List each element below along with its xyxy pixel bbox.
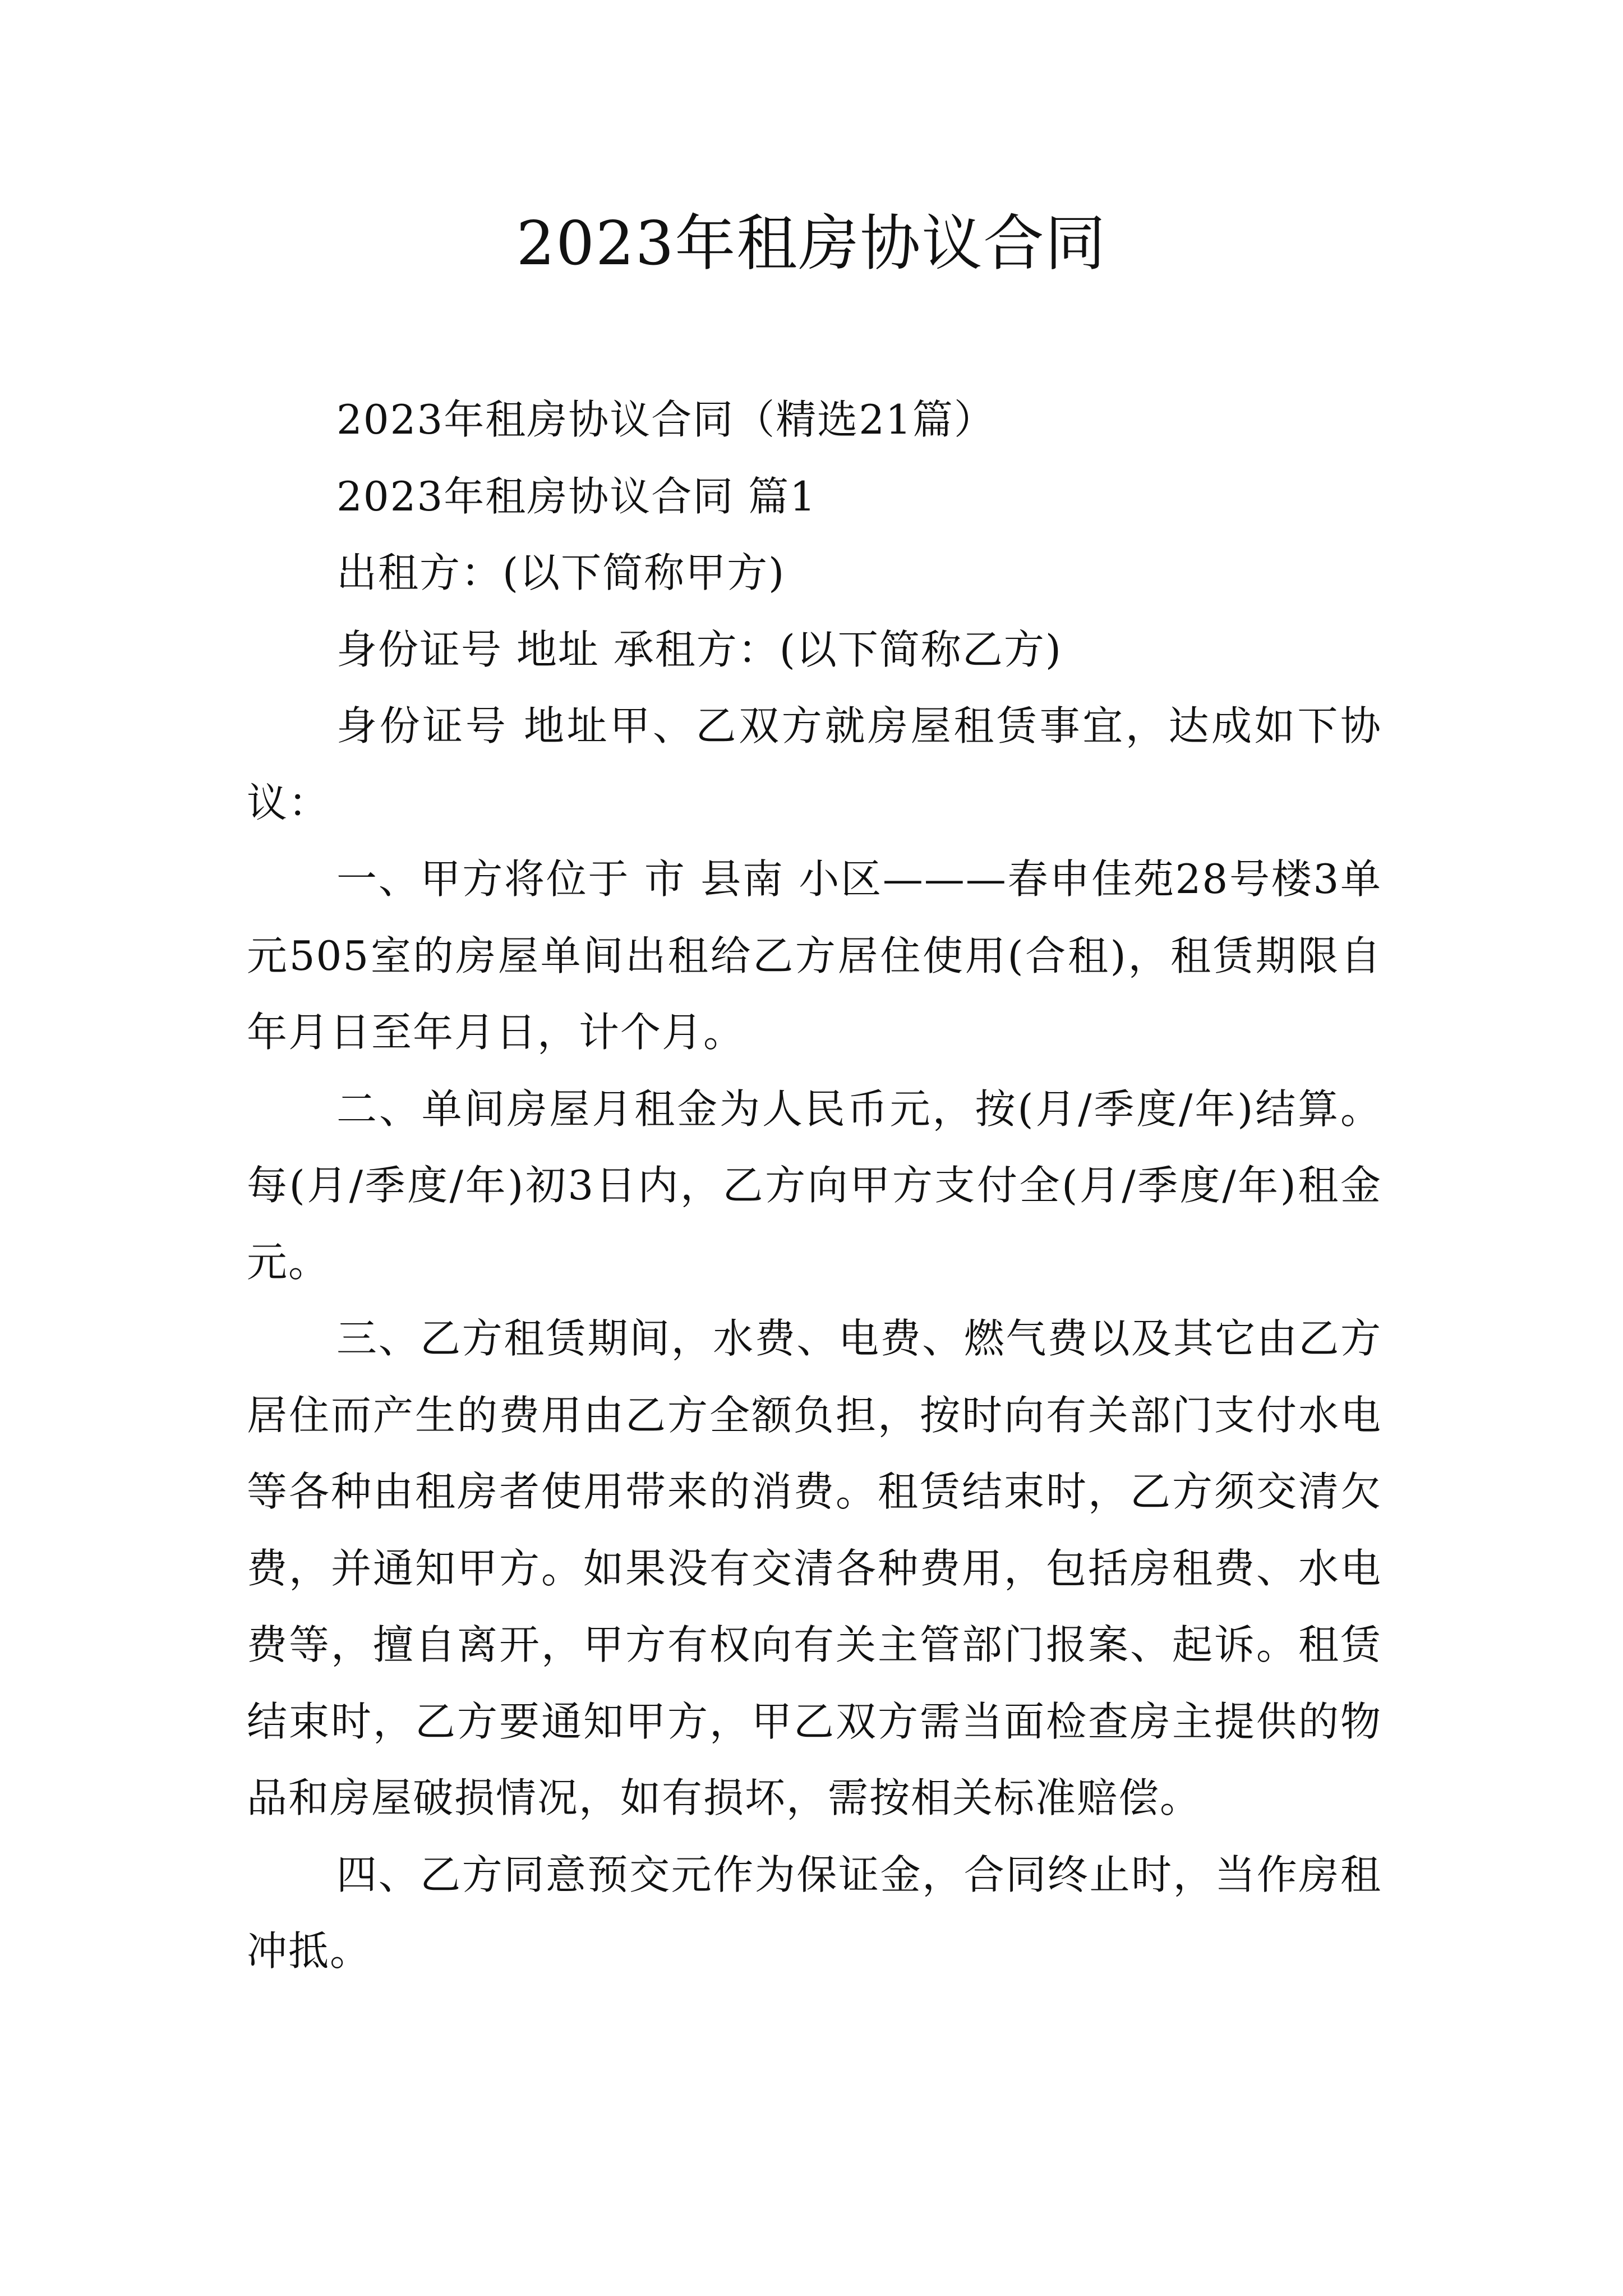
paragraph-subtitle: 2023年租房协议合同（精选21篇） (336, 396, 995, 443)
paragraph-section-heading: 2023年租房协议合同 篇1 (336, 472, 817, 520)
paragraph-clause-2: 二、单间房屋月租金为人民币元，按(月/季度/年)结算。每(月/季度/年)初3日内，乙方向甲方支付全(月/季度/年)租金元。 (247, 1085, 1382, 1286)
paragraph-lessor: 出租方：(以下简称甲方) (336, 549, 786, 596)
paragraph-clause-3: 三、乙方租赁期间，水费、电费、燃气费以及其它由乙方居住而产生的费用由乙方全额负担，按时向有关部门支付水电等各种由租房者使用带来的消费。租赁结束时，乙方须交清欠费，并通知甲方。如果没有交清各种费用，包括房租费、水电费等，擅自离开，甲方有权向有关主管部门报案、起诉。租赁结束时，乙方要通知甲方，甲乙双方需当面检查房主提供的物品和房屋破损情况，如有损坏，需按相关标准赔偿。 (247, 1315, 1382, 1821)
paragraph-clause-1: 一、甲方将位于 市 县南 小区———春申佳苑28号楼3单元505室的房屋单间出租给乙方居住使用(合租)，租赁期限自年月日至年月日，计个月。 (247, 855, 1382, 1056)
paragraph-lessee: 身份证号 地址 承租方：(以下简称乙方) (336, 625, 1062, 673)
document-title: 2023年租房协议合同 (516, 209, 1107, 279)
paragraph-agreement-intro: 身份证号 地址甲、乙双方就房屋租赁事宜，达成如下协议： (247, 702, 1382, 826)
document-body (247, 381, 1382, 1990)
paragraph-clause-4: 四、乙方同意预交元作为保证金，合同终止时，当作房租冲抵。 (247, 1851, 1382, 1975)
